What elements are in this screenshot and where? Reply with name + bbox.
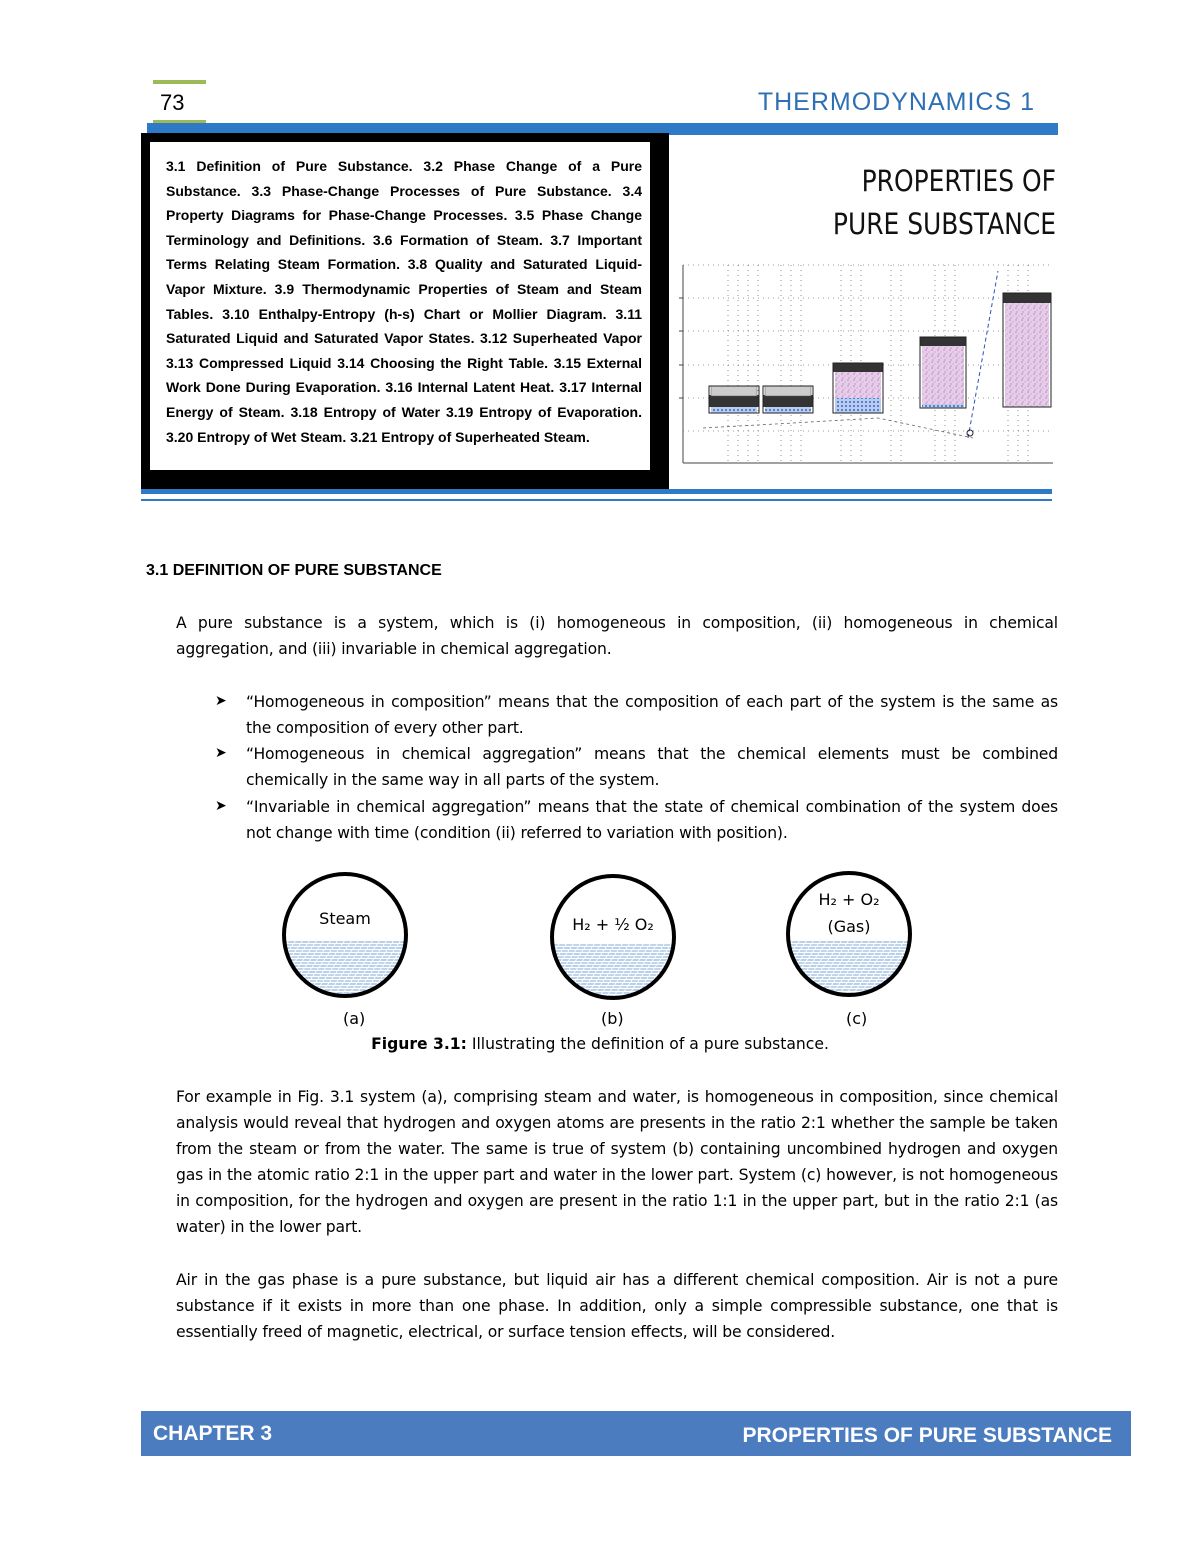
section-heading: 3.1 DEFINITION OF PURE SUBSTANCE <box>146 562 442 579</box>
footer-chapter-label: CHAPTER 3 <box>153 1422 273 1445</box>
contents-box <box>147 139 653 473</box>
figure-circle-c <box>780 873 920 1008</box>
figure-caption-label: Figure 3.1: <box>371 1035 467 1053</box>
air-paragraph: Air in the gas phase is a pure substance, but liquid air has a different chemical composition. Air is not a pure substance if it exists in more than one phase. In addition, only a simple compressible substance, one that is essentially freed of magnetic, electrical, or surface tension effects, will be considered. <box>176 1271 1058 1341</box>
section-rule-thin <box>141 499 1052 501</box>
bullet-arrow-icon: ➤ <box>215 745 227 761</box>
figure-caption-text: Illustrating the definition of a pure substance. <box>466 1035 829 1053</box>
figure-c-text-2: (Gas) <box>827 917 871 936</box>
figure-caption <box>0 1035 1200 1053</box>
footer-chapter-title: PROPERTIES OF PURE SUBSTANCE <box>742 1424 1112 1447</box>
figure-b-text: H₂ + ½ O₂ <box>572 915 654 934</box>
intro-paragraph: A pure substance is a system, which is (i) homogeneous in composition, (ii) homogeneous in chemical aggregation, and (iii) invariable in chemical aggregation. <box>176 614 1058 658</box>
figure-label-c: (c) <box>846 1009 868 1028</box>
bullet-arrow-icon: ➤ <box>215 798 227 814</box>
page-number: 73 <box>160 90 185 115</box>
contents-text: 3.1 Definition of Pure Substance. 3.2 Phase Change of a Pure Substance. 3.3 Phase-Change Processes of Pure Substance. 3.4 Property Diagrams for Phase-Change Processes. 3.5 Phase Change Terminology and Definitions. 3.6 Formation of Steam. 3.7 Important Terms Relating Steam Formation. 3.8 Quality and Saturated Liquid-Vapor Mixture. 3.9 Thermodynamic Properties of Steam and Steam Tables. 3.10 Enthalpy-Entropy (h-s) Chart or Mollier Diagram. 3.11 Saturated Liquid and Saturated Vapor States. 3.12 Superheated Vapor 3.13 Compressed Liquid 3.14 Choosing the Right Table. 3.15 External Work Done During Evaporation. 3.16 Internal Latent Heat. 3.17 Internal Energy of Steam. 3.18 Entropy of Water 3.19 Entropy of Evaporation. 3.20 Entropy of Wet Steam. 3.21 Entropy of Superheated Steam. <box>166 158 642 445</box>
chapter-title <box>801 160 1056 246</box>
bullet-text-2: “Homogeneous in chemical aggregation” means that the chemical elements must be combined chemically in the same way in all parts of the system. <box>246 745 1058 789</box>
bullet-text-3: “Invariable in chemical aggregation” means that the state of chemical combination of the system does not change with time (condition (ii) referred to variation with position). <box>246 798 1058 842</box>
section-rule-thick <box>141 489 1052 494</box>
book-title: THERMODYNAMICS 1 <box>757 88 1035 116</box>
chapter-title-line-2: PURE SUBSTANCE <box>832 207 1056 241</box>
piston-cylinder-illustration <box>673 253 1058 485</box>
figure-a-text: Steam <box>319 909 371 928</box>
bullet-text-1: “Homogeneous in composition” means that the composition of each part of the system is the same as the composition of every other part. <box>246 693 1058 737</box>
figure-label-b: (b) <box>601 1009 624 1028</box>
figure-3-1-illustration <box>280 868 920 1008</box>
chapter-title-line-1: PROPERTIES OF <box>861 164 1056 198</box>
page-number-top-bar <box>153 80 206 84</box>
figure-label-a: (a) <box>343 1009 366 1028</box>
figure-c-text-1: H₂ + O₂ <box>818 890 880 909</box>
figure-circle-b <box>540 876 690 1008</box>
figure-circle-a <box>280 874 420 1008</box>
example-paragraph: For example in Fig. 3.1 system (a), comprising steam and water, is homogeneous in composition, since chemical analysis would reveal that hydrogen and oxygen atoms are presents in the ratio 2:1 whether the sample be taken from the steam or from the water. The same is true of system (b) containing uncombined hydrogen and oxygen gas in the atomic ratio 2:1 in the upper part and water in the lower part. System (c) however, is not homogeneous in composition, for the hydrogen and oxygen are present in the ratio 1:1 in the upper part, but in the ratio 2:1 (as water) in the lower part. <box>176 1088 1058 1236</box>
bullet-arrow-icon: ➤ <box>215 693 227 709</box>
